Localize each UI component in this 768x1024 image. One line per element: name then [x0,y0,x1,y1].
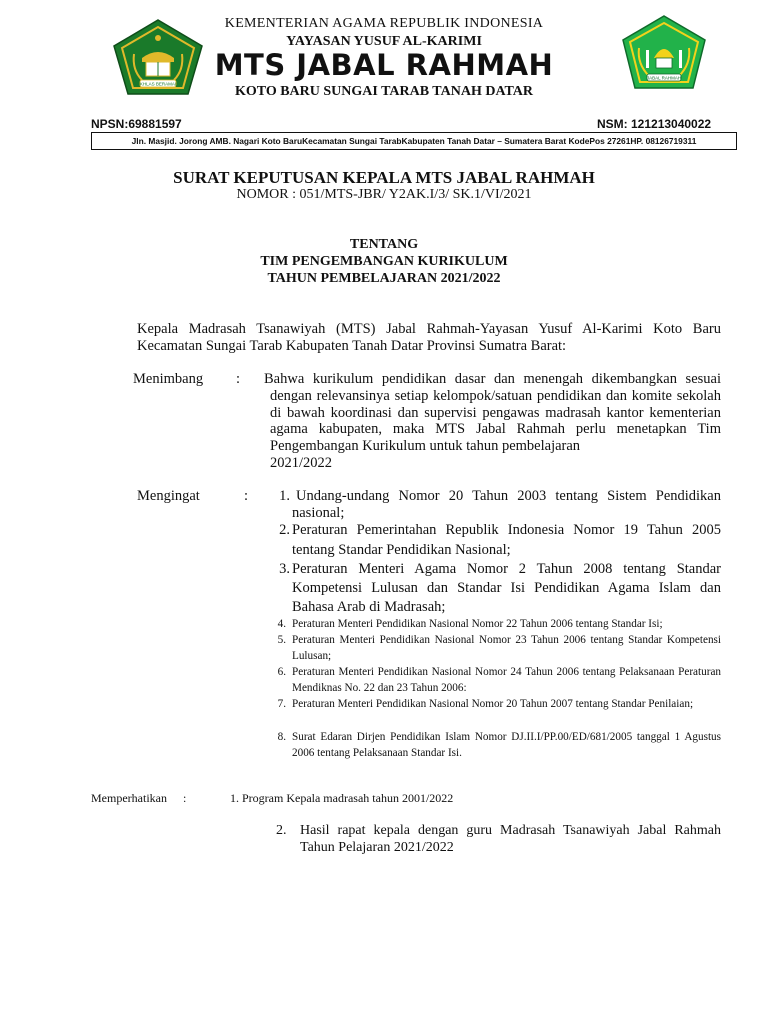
list-item-text: Peraturan Menteri Pendidikan Nasional Nomor 20 Tahun 2007 tentang Standar Penilaian; [292,698,694,710]
list-item-text: Peraturan Menteri Pendidikan Nasional Nomor 23 Tahun 2006 tentang Standar Kompetensi Lulusan; [292,634,721,662]
logo-left-caption: IKHLAS BERAMAL [138,81,178,87]
list-item-text: Surat Edaran Dirjen Pendidikan Islam Nomor DJ.II.I/PP.00/ED/681/2005 tanggal 1 Agustus 2006 tentang Pelaksanaan Standar Isi. [292,731,721,759]
list-item-number: 1. [230,791,239,805]
list-item-number: 5. [277,634,286,646]
kop-location: KOTO BARU SUNGAI TARAB TANAH DATAR [234,84,534,99]
mengingat-colon: : [244,488,249,504]
list-item-text: Peraturan Menteri Agama Nomor 2 Tahun 2008 tentang Standar Kompetensi Lulusan dan Standar Isi Pendidikan Agama Islam dan Bahasa Arab di Madrasah; [292,561,721,615]
list-item [270,488,721,521]
list-item-number: 7. [277,698,286,710]
list-item-text: Peraturan Menteri Pendidikan Nasional Nomor 24 Tahun 2006 tentang Pelaksanaan Peraturan Mendiknas No. 22 dan 23 Tahun 2006: [292,666,721,694]
list-item [230,791,453,806]
intro-paragraph: Kepala Madrasah Tsanawiyah (MTS) Jabal Rahmah-Yayasan Yusuf Al-Karimi Koto Baru Kecamatan Sungai Tarab Kabupaten Tanah Datar Provinsi Sumatra Barat: [137,321,721,354]
npsn-label: NPSN:69881597 [91,117,182,131]
menimbang-label: Menimbang [133,371,204,387]
logo-right-caption: JABAL RAHMAH [646,75,682,81]
kop-ministry: KEMENTERIAN AGAMA REPUBLIK INDONESIA [224,16,544,31]
nsm-label: NSM: 121213040022 [597,117,712,131]
list-item-number: 3. [279,561,290,577]
list-item [270,521,721,560]
address-box: Jln. Masjid. Jorong AMB. Nagari Koto BaruKecamatan Sungai TarabKabupaten Tanah Datar – Sumatera Barat KodePos 27261HP. 08126719311 [91,132,737,150]
list-item-number: 2. [276,823,287,838]
list-item-text: Peraturan Menteri Pendidikan Nasional Nomor 22 Tahun 2006 tentang Standar Isi; [292,618,663,630]
list-item-text: Peraturan Pemerintahan Republik Indonesia Nomor 19 Tahun 2005 tentang Standar Pendidikan Nasional; [292,522,721,558]
menimbang-body: dengan relevansinya setiap kelompok/satuan pendidikan dan komite sekolah di bawah koordinasi dan supervisi pengawas madrasah kantor kementerian agama kabupaten, maka MTS Jabal Rahmah perlu menetapkan Tim Pengembangan Kurikulum untuk tahun pembelajaran [270,387,721,455]
list-item [270,697,721,713]
list-item-number: 8. [277,731,286,743]
kop-foundation: YAYASAN YUSUF AL-KARIMI [286,34,482,49]
list-item [270,560,721,617]
menimbang-text [264,371,721,472]
document-title: SURAT KEPUTUSAN KEPALA MTS JABAL RAHMAH [173,168,595,187]
about-subject: TIM PENGEMBANGAN KURIKULUM [260,254,508,269]
menimbang-first-line: Bahwa kurikulum pendidikan dasar dan menengah dikembangkan sesuai [264,371,721,387]
list-item-text: Program Kepala madrasah tahun 2001/2022 [242,791,454,805]
document-number: NOMOR : 051/MTS-JBR/ Y2AK.I/3/ SK.1/VI/2021 [236,187,532,202]
list-item-number: 2. [279,522,290,538]
list-item-text: Undang-undang Nomor 20 Tahun 2003 tentang Sistem Pendidikan nasional; [292,488,721,521]
menimbang-colon: : [236,371,241,387]
about-heading: TENTANG [349,237,419,252]
list-item-number: 6. [277,666,286,678]
about-year: TAHUN PEMBELAJARAN 2021/2022 [267,271,501,286]
list-item-text: Hasil rapat kepala dengan guru Madrasah Tsanawiyah Jabal Rahmah Tahun Pelajaran 2021/2022 [300,823,721,855]
list-item [276,822,721,856]
list-item [270,617,721,633]
menimbang-last-line: 2021/2022 [270,454,333,471]
list-item [270,730,721,761]
memperhatikan-label: Memperhatikan [91,791,167,805]
kop-school-name: MTS JABAL RAHMAH [214,48,554,82]
mengingat-label: Mengingat [137,488,200,504]
memperhatikan-colon: : [183,791,187,805]
list-item-number: 4. [277,618,286,630]
list-item-number: 1. [279,488,290,504]
list-item [270,665,721,696]
list-item [270,633,721,664]
